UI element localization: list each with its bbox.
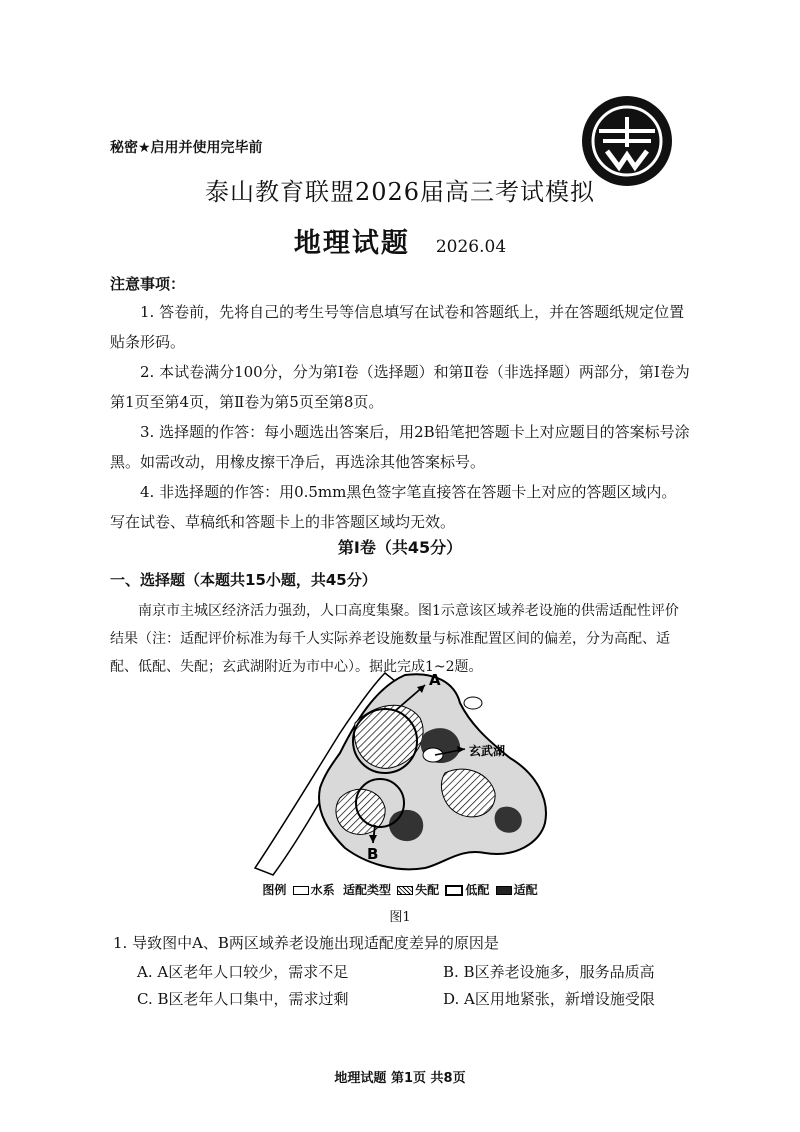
fit-swatch-icon (496, 886, 512, 895)
map-label-b: B (367, 845, 379, 863)
legend-water: 水系 (310, 883, 335, 897)
notice-item-2: 2. 本试卷满分100分，分为第Ⅰ卷（选择题）和第Ⅱ卷（非选择题）两部分，第Ⅰ卷为第1页至第4页，第Ⅱ卷为第5页至第8页。 (110, 363, 690, 411)
notice-heading: 注意事项： (110, 275, 186, 293)
option-d: D. A区用地紧张，新增设施受限 (443, 990, 655, 1008)
notice-item-3: 3. 选择题的作答：每小题选出答案后，用2B铅笔把答题卡上对应题目的答案标号涂黑。如需改动，用橡皮擦干净后，再选涂其他答案标号。 (110, 423, 690, 471)
figure-caption: 图1 (389, 910, 411, 925)
low-swatch-icon (445, 885, 463, 896)
map-legend (0, 881, 800, 898)
option-b: B. B区养老设施多，服务品质高 (443, 963, 655, 981)
question-intro: 南京市主城区经济活力强劲，人口高度集聚。图1示意该区域养老设施的供需适配性评价结果（注：适配评价标准为每千人实际养老设施数量与标准配置区间的偏差，分为高配、适配、低配、失配；玄武湖附近为市中心）。据此完成1~2题。 (110, 603, 679, 675)
question-stem: 1. 导致图中A、B两区域养老设施出现适配度差异的原因是 (113, 934, 499, 952)
mismatch-swatch-icon (397, 886, 413, 895)
subject-line (0, 221, 800, 260)
section-heading: 一、选择题（本题共15小题，共45分） (110, 571, 377, 589)
legend-mismatch: 失配 (415, 883, 440, 897)
confidential-mark: 秘密★启用并使用完毕前 (110, 140, 263, 156)
notice-item-1: 1. 答卷前，先将自己的考生号等信息填写在试卷和答题纸上，并在答题纸规定位置贴条形码。 (110, 303, 685, 351)
volume-title: 第Ⅰ卷（共45分） (337, 538, 463, 557)
nanjing-map-figure (245, 663, 560, 878)
map-label-lake: 玄武湖 (469, 744, 506, 758)
subject-title: 地理试题 (293, 228, 410, 259)
water-swatch-icon (293, 886, 309, 895)
page-footer: 地理试题 第1页 共8页 (334, 1071, 466, 1086)
legend-type-label: 适配类型 (342, 883, 391, 897)
legend-prefix: 图例 (262, 883, 287, 897)
notice-item-4: 4. 非选择题的作答：用0.5mm黑色签字笔直接答在答题卡上对应的答题区域内。写在试卷、草稿纸和答题卡上的非答题区域均无效。 (110, 483, 677, 531)
legend-low: 低配 (465, 883, 490, 897)
map-label-a: A (429, 671, 441, 689)
exam-date: 2026.04 (435, 237, 507, 257)
exam-title: 泰山教育联盟2026届高三考试模拟 (204, 178, 596, 206)
legend-fit: 适配 (513, 883, 538, 897)
option-a: A. A区老年人口较少，需求不足 (137, 963, 349, 981)
option-c: C. B区老年人口集中，需求过剩 (137, 990, 349, 1008)
